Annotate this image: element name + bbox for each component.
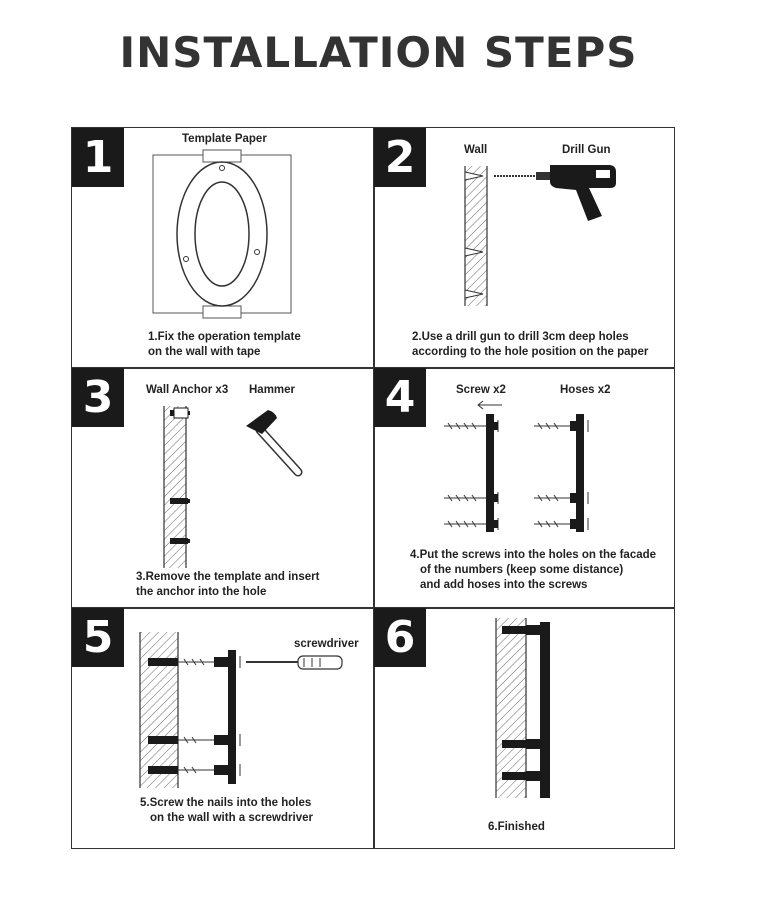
step-4-caption-line-2: of the numbers (keep some distance): [420, 564, 624, 576]
step-3-caption-line-2: the anchor into the hole: [136, 586, 267, 598]
step-4-caption-line-1: 4.Put the screws into the holes on the facade: [410, 549, 657, 561]
step-3-caption-line-1: 3.Remove the template and insert: [136, 571, 320, 583]
template-paper-label: Template Paper: [182, 133, 267, 145]
step-1-panel: [72, 128, 374, 368]
step-3-number: 3: [72, 368, 124, 427]
wall-label: Wall: [464, 144, 488, 156]
step-3-panel: [72, 368, 374, 608]
step-1-number: 1: [72, 128, 124, 187]
step-2-panel: [374, 128, 676, 368]
steps-grid: [71, 127, 675, 849]
finished-illustration: [374, 608, 676, 848]
wall-anchor-label: Wall Anchor x3: [146, 384, 229, 396]
screwdriver-label: screwdriver: [294, 638, 359, 650]
step-1-caption-line-2: on the wall with tape: [148, 346, 261, 358]
step-6-caption: 6.Finished: [488, 821, 545, 833]
step-6-number: 6: [374, 608, 426, 667]
step-4-panel: [374, 368, 676, 608]
step-5-number: 5: [72, 608, 124, 667]
step-4-number: 4: [374, 368, 426, 427]
step-6-panel: [374, 608, 676, 848]
step-1-caption-line-1: 1.Fix the operation template: [148, 331, 301, 343]
hammer-label: Hammer: [249, 384, 296, 396]
screw-label: Screw x2: [456, 384, 506, 396]
drill-gun-label: Drill Gun: [562, 144, 611, 156]
hoses-label: Hoses x2: [560, 384, 611, 396]
step-2-caption-line-1: 2.Use a drill gun to drill 3cm deep holes: [412, 331, 629, 343]
step-5-caption-line-2: on the wall with a screwdriver: [150, 812, 313, 824]
page-title: INSTALLATION STEPS: [119, 28, 638, 77]
step-2-number: 2: [374, 128, 426, 187]
step-2-caption-line-2: according to the hole position on the paper: [412, 346, 649, 358]
step-4-caption-line-3: and add hoses into the screws: [420, 579, 588, 591]
step-5-panel: [72, 608, 374, 848]
step-5-caption-line-1: 5.Screw the nails into the holes: [140, 797, 312, 809]
